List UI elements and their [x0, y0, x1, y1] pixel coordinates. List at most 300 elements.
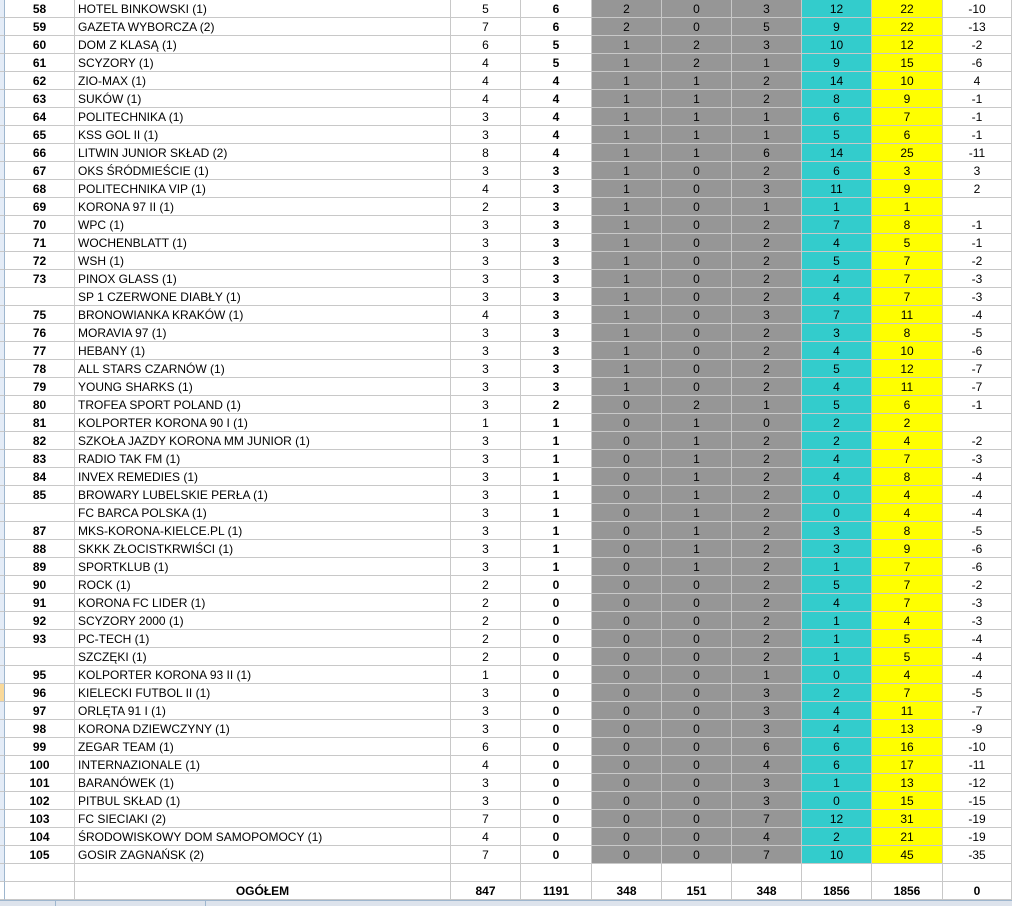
matches-cell[interactable]: 3 — [451, 558, 521, 576]
draws-cell[interactable]: 0 — [662, 738, 732, 756]
draws-cell[interactable]: 0 — [662, 810, 732, 828]
goal-difference-cell[interactable]: -35 — [943, 846, 1012, 864]
draws-cell[interactable]: 0 — [662, 630, 732, 648]
goals-against-cell[interactable]: 21 — [872, 828, 943, 846]
draws-cell[interactable]: 1 — [662, 90, 732, 108]
goals-against-cell[interactable]: 25 — [872, 144, 943, 162]
draws-cell[interactable]: 2 — [662, 54, 732, 72]
table-row[interactable] — [0, 684, 1012, 702]
team-name-cell[interactable]: SCYZORY (1) — [75, 54, 451, 72]
goals-for-cell[interactable]: 4 — [802, 450, 872, 468]
empty-cell[interactable] — [451, 864, 521, 882]
wins-cell[interactable]: 0 — [592, 612, 662, 630]
goals-for-cell[interactable]: 0 — [802, 504, 872, 522]
goals-for-cell[interactable]: 14 — [802, 72, 872, 90]
goals-for-cell[interactable]: 4 — [802, 378, 872, 396]
points-cell[interactable]: 0 — [521, 774, 592, 792]
goals-against-cell[interactable]: 22 — [872, 0, 943, 18]
points-cell[interactable]: 0 — [521, 846, 592, 864]
points-cell[interactable]: 0 — [521, 810, 592, 828]
wins-cell[interactable]: 0 — [592, 486, 662, 504]
losses-cell[interactable]: 5 — [732, 18, 802, 36]
matches-cell[interactable]: 3 — [451, 126, 521, 144]
draws-cell[interactable]: 0 — [662, 720, 732, 738]
points-cell[interactable]: 3 — [521, 162, 592, 180]
table-row[interactable] — [0, 432, 1012, 450]
goal-difference-cell[interactable]: -1 — [943, 90, 1012, 108]
goals-against-cell[interactable]: 9 — [872, 180, 943, 198]
team-name-cell[interactable]: HEBANY (1) — [75, 342, 451, 360]
losses-cell[interactable]: 2 — [732, 522, 802, 540]
goal-difference-cell[interactable]: -11 — [943, 756, 1012, 774]
empty-cell[interactable] — [732, 864, 802, 882]
goals-for-cell[interactable]: 0 — [802, 486, 872, 504]
goal-difference-cell[interactable]: -2 — [943, 576, 1012, 594]
losses-cell[interactable]: 2 — [732, 234, 802, 252]
team-name-cell[interactable]: SKKK ZŁOCISTKRWIŚCI (1) — [75, 540, 451, 558]
goals-for-cell[interactable]: 6 — [802, 756, 872, 774]
goals-against-cell[interactable]: 8 — [872, 468, 943, 486]
goals-for-cell[interactable]: 4 — [802, 234, 872, 252]
wins-cell[interactable]: 1 — [592, 342, 662, 360]
goal-difference-cell[interactable]: -3 — [943, 594, 1012, 612]
goals-for-cell[interactable]: 4 — [802, 288, 872, 306]
wins-cell[interactable]: 0 — [592, 504, 662, 522]
matches-cell[interactable]: 7 — [451, 18, 521, 36]
goals-against-cell[interactable]: 10 — [872, 342, 943, 360]
goals-against-cell[interactable]: 5 — [872, 630, 943, 648]
matches-cell[interactable]: 4 — [451, 54, 521, 72]
draws-cell[interactable]: 0 — [662, 198, 732, 216]
goal-difference-cell[interactable]: -3 — [943, 288, 1012, 306]
table-row[interactable] — [0, 846, 1012, 864]
matches-cell[interactable]: 3 — [451, 702, 521, 720]
goals-for-cell[interactable]: 10 — [802, 846, 872, 864]
goals-against-cell[interactable]: 15 — [872, 54, 943, 72]
goals-against-cell[interactable]: 7 — [872, 252, 943, 270]
goals-for-cell[interactable]: 7 — [802, 216, 872, 234]
goal-difference-cell[interactable]: -6 — [943, 54, 1012, 72]
losses-cell[interactable]: 2 — [732, 648, 802, 666]
matches-cell[interactable]: 8 — [451, 144, 521, 162]
losses-cell[interactable]: 2 — [732, 576, 802, 594]
goals-against-cell[interactable]: 4 — [872, 504, 943, 522]
goals-for-cell[interactable]: 1 — [802, 648, 872, 666]
table-row[interactable] — [0, 90, 1012, 108]
draws-cell[interactable]: 1 — [662, 468, 732, 486]
team-name-cell[interactable]: ZIO-MAX (1) — [75, 72, 451, 90]
goals-against-cell[interactable]: 4 — [872, 486, 943, 504]
points-cell[interactable]: 3 — [521, 324, 592, 342]
wins-cell[interactable]: 0 — [592, 828, 662, 846]
points-cell[interactable]: 0 — [521, 594, 592, 612]
sheet-tab[interactable] — [0, 901, 56, 906]
goals-against-cell[interactable]: 13 — [872, 774, 943, 792]
draws-cell[interactable]: 0 — [662, 180, 732, 198]
losses-cell[interactable]: 2 — [732, 378, 802, 396]
table-row[interactable] — [0, 486, 1012, 504]
draws-cell[interactable]: 0 — [662, 342, 732, 360]
wins-cell[interactable]: 0 — [592, 468, 662, 486]
points-cell[interactable]: 1 — [521, 432, 592, 450]
losses-cell[interactable]: 2 — [732, 288, 802, 306]
total-goals-against-cell[interactable]: 1856 — [872, 882, 943, 900]
losses-cell[interactable]: 2 — [732, 594, 802, 612]
losses-cell[interactable]: 6 — [732, 144, 802, 162]
draws-cell[interactable]: 0 — [662, 594, 732, 612]
rank-cell[interactable]: 103 — [5, 810, 75, 828]
goal-difference-cell[interactable]: -7 — [943, 378, 1012, 396]
losses-cell[interactable]: 2 — [732, 90, 802, 108]
points-cell[interactable]: 0 — [521, 630, 592, 648]
losses-cell[interactable]: 0 — [732, 414, 802, 432]
points-cell[interactable]: 0 — [521, 720, 592, 738]
empty-cell[interactable] — [872, 864, 943, 882]
goals-for-cell[interactable]: 0 — [802, 792, 872, 810]
table-row[interactable] — [0, 324, 1012, 342]
wins-cell[interactable]: 0 — [592, 594, 662, 612]
points-cell[interactable]: 1 — [521, 504, 592, 522]
table-row[interactable] — [0, 468, 1012, 486]
rank-cell[interactable]: 84 — [5, 468, 75, 486]
table-row[interactable] — [0, 342, 1012, 360]
table-row[interactable] — [0, 576, 1012, 594]
sheet-tab[interactable] — [55, 901, 206, 906]
goals-for-cell[interactable]: 5 — [802, 576, 872, 594]
table-row[interactable] — [0, 198, 1012, 216]
team-name-cell[interactable]: BARANÓWEK (1) — [75, 774, 451, 792]
goals-for-cell[interactable]: 1 — [802, 774, 872, 792]
team-name-cell[interactable]: SCYZORY 2000 (1) — [75, 612, 451, 630]
wins-cell[interactable]: 0 — [592, 738, 662, 756]
losses-cell[interactable]: 3 — [732, 36, 802, 54]
rank-cell[interactable]: 99 — [5, 738, 75, 756]
losses-cell[interactable]: 3 — [732, 684, 802, 702]
matches-cell[interactable]: 3 — [451, 486, 521, 504]
goals-for-cell[interactable]: 5 — [802, 360, 872, 378]
losses-cell[interactable]: 1 — [732, 108, 802, 126]
matches-cell[interactable]: 3 — [451, 540, 521, 558]
goals-against-cell[interactable]: 12 — [872, 36, 943, 54]
rank-cell[interactable]: 63 — [5, 90, 75, 108]
goals-for-cell[interactable]: 4 — [802, 594, 872, 612]
team-name-cell[interactable]: ŚRODOWISKOWY DOM SAMOPOMOCY (1) — [75, 828, 451, 846]
matches-cell[interactable]: 4 — [451, 180, 521, 198]
goals-against-cell[interactable]: 8 — [872, 324, 943, 342]
goals-for-cell[interactable]: 2 — [802, 414, 872, 432]
matches-cell[interactable]: 1 — [451, 666, 521, 684]
losses-cell[interactable]: 2 — [732, 432, 802, 450]
wins-cell[interactable]: 0 — [592, 684, 662, 702]
goals-against-cell[interactable]: 1 — [872, 198, 943, 216]
points-cell[interactable]: 3 — [521, 198, 592, 216]
goal-difference-cell[interactable]: -6 — [943, 558, 1012, 576]
points-cell[interactable]: 3 — [521, 252, 592, 270]
wins-cell[interactable]: 1 — [592, 72, 662, 90]
table-row[interactable] — [0, 306, 1012, 324]
matches-cell[interactable]: 2 — [451, 198, 521, 216]
draws-cell[interactable]: 0 — [662, 18, 732, 36]
draws-cell[interactable]: 2 — [662, 396, 732, 414]
points-cell[interactable]: 2 — [521, 396, 592, 414]
goal-difference-cell[interactable]: -10 — [943, 0, 1012, 18]
draws-cell[interactable]: 1 — [662, 540, 732, 558]
points-cell[interactable]: 3 — [521, 342, 592, 360]
rank-cell[interactable]: 71 — [5, 234, 75, 252]
wins-cell[interactable]: 0 — [592, 414, 662, 432]
rank-cell[interactable]: 67 — [5, 162, 75, 180]
points-cell[interactable]: 4 — [521, 90, 592, 108]
draws-cell[interactable]: 0 — [662, 828, 732, 846]
goals-for-cell[interactable]: 9 — [802, 54, 872, 72]
matches-cell[interactable]: 6 — [451, 738, 521, 756]
team-name-cell[interactable]: RADIO TAK FM (1) — [75, 450, 451, 468]
wins-cell[interactable]: 0 — [592, 810, 662, 828]
losses-cell[interactable]: 2 — [732, 486, 802, 504]
empty-cell[interactable] — [943, 864, 1012, 882]
rank-cell[interactable]: 88 — [5, 540, 75, 558]
draws-cell[interactable]: 1 — [662, 72, 732, 90]
losses-cell[interactable]: 7 — [732, 846, 802, 864]
team-name-cell[interactable]: PITBUL SKŁAD (1) — [75, 792, 451, 810]
rank-cell[interactable]: 87 — [5, 522, 75, 540]
draws-cell[interactable]: 0 — [662, 774, 732, 792]
points-cell[interactable]: 0 — [521, 756, 592, 774]
wins-cell[interactable]: 1 — [592, 180, 662, 198]
wins-cell[interactable]: 1 — [592, 198, 662, 216]
table-row[interactable] — [0, 126, 1012, 144]
matches-cell[interactable]: 3 — [451, 504, 521, 522]
losses-cell[interactable]: 1 — [732, 396, 802, 414]
losses-cell[interactable]: 2 — [732, 504, 802, 522]
matches-cell[interactable]: 2 — [451, 576, 521, 594]
matches-cell[interactable]: 3 — [451, 342, 521, 360]
goals-against-cell[interactable]: 13 — [872, 720, 943, 738]
goals-for-cell[interactable]: 1 — [802, 612, 872, 630]
team-name-cell[interactable]: PC-TECH (1) — [75, 630, 451, 648]
wins-cell[interactable]: 1 — [592, 234, 662, 252]
table-row[interactable] — [0, 756, 1012, 774]
rank-cell[interactable]: 97 — [5, 702, 75, 720]
team-name-cell[interactable]: YOUNG SHARKS (1) — [75, 378, 451, 396]
goal-difference-cell[interactable]: -3 — [943, 450, 1012, 468]
team-name-cell[interactable]: ALL STARS CZARNÓW (1) — [75, 360, 451, 378]
team-name-cell[interactable]: WSH (1) — [75, 252, 451, 270]
goals-for-cell[interactable]: 11 — [802, 180, 872, 198]
team-name-cell[interactable]: DOM Z KLASĄ (1) — [75, 36, 451, 54]
wins-cell[interactable]: 1 — [592, 162, 662, 180]
points-cell[interactable]: 1 — [521, 414, 592, 432]
matches-cell[interactable]: 7 — [451, 810, 521, 828]
losses-cell[interactable]: 4 — [732, 756, 802, 774]
table-row[interactable] — [0, 270, 1012, 288]
rank-cell[interactable]: 69 — [5, 198, 75, 216]
matches-cell[interactable]: 2 — [451, 630, 521, 648]
goals-for-cell[interactable]: 0 — [802, 666, 872, 684]
team-name-cell[interactable]: GAZETA WYBORCZA (2) — [75, 18, 451, 36]
goal-difference-cell[interactable]: -5 — [943, 522, 1012, 540]
team-name-cell[interactable]: ROCK (1) — [75, 576, 451, 594]
goals-against-cell[interactable]: 2 — [872, 414, 943, 432]
points-cell[interactable]: 3 — [521, 306, 592, 324]
goals-for-cell[interactable]: 3 — [802, 522, 872, 540]
losses-cell[interactable]: 3 — [732, 720, 802, 738]
goal-difference-cell[interactable]: -4 — [943, 666, 1012, 684]
goals-against-cell[interactable]: 7 — [872, 288, 943, 306]
table-row[interactable] — [0, 738, 1012, 756]
table-row[interactable] — [0, 630, 1012, 648]
table-row[interactable] — [0, 36, 1012, 54]
total-matches-cell[interactable]: 847 — [451, 882, 521, 900]
points-cell[interactable]: 6 — [521, 18, 592, 36]
rank-cell[interactable]: 68 — [5, 180, 75, 198]
team-name-cell[interactable]: KOLPORTER KORONA 93 II (1) — [75, 666, 451, 684]
goals-for-cell[interactable]: 2 — [802, 828, 872, 846]
goal-difference-cell[interactable]: 2 — [943, 180, 1012, 198]
matches-cell[interactable]: 3 — [451, 378, 521, 396]
rank-cell[interactable]: 62 — [5, 72, 75, 90]
losses-cell[interactable]: 3 — [732, 774, 802, 792]
table-row[interactable] — [0, 558, 1012, 576]
wins-cell[interactable]: 0 — [592, 558, 662, 576]
matches-cell[interactable]: 4 — [451, 72, 521, 90]
rank-cell[interactable]: 96 — [5, 684, 75, 702]
goal-difference-cell[interactable]: -6 — [943, 540, 1012, 558]
losses-cell[interactable]: 7 — [732, 810, 802, 828]
table-row[interactable] — [0, 54, 1012, 72]
goals-for-cell[interactable]: 1 — [802, 558, 872, 576]
wins-cell[interactable]: 0 — [592, 432, 662, 450]
points-cell[interactable]: 0 — [521, 828, 592, 846]
wins-cell[interactable]: 0 — [592, 702, 662, 720]
losses-cell[interactable]: 2 — [732, 270, 802, 288]
draws-cell[interactable]: 1 — [662, 450, 732, 468]
table-row[interactable] — [0, 594, 1012, 612]
goal-difference-cell[interactable]: -19 — [943, 810, 1012, 828]
rank-cell[interactable]: 64 — [5, 108, 75, 126]
matches-cell[interactable]: 3 — [451, 360, 521, 378]
losses-cell[interactable]: 1 — [732, 54, 802, 72]
goal-difference-cell[interactable]: 4 — [943, 72, 1012, 90]
goals-for-cell[interactable]: 2 — [802, 684, 872, 702]
losses-cell[interactable]: 2 — [732, 612, 802, 630]
draws-cell[interactable]: 0 — [662, 234, 732, 252]
team-name-cell[interactable]: SZKOŁA JAZDY KORONA MM JUNIOR (1) — [75, 432, 451, 450]
draws-cell[interactable]: 1 — [662, 108, 732, 126]
goals-against-cell[interactable]: 7 — [872, 450, 943, 468]
team-name-cell[interactable]: GOSIR ZAGNAŃSK (2) — [75, 846, 451, 864]
draws-cell[interactable]: 1 — [662, 486, 732, 504]
losses-cell[interactable]: 6 — [732, 738, 802, 756]
rank-cell[interactable]: 59 — [5, 18, 75, 36]
total-goal-difference-cell[interactable]: 0 — [943, 882, 1012, 900]
matches-cell[interactable]: 3 — [451, 108, 521, 126]
goal-difference-cell[interactable]: -5 — [943, 324, 1012, 342]
points-cell[interactable]: 4 — [521, 108, 592, 126]
wins-cell[interactable]: 1 — [592, 108, 662, 126]
goal-difference-cell[interactable]: -4 — [943, 630, 1012, 648]
draws-cell[interactable]: 0 — [662, 324, 732, 342]
team-name-cell[interactable]: KOLPORTER KORONA 90 I (1) — [75, 414, 451, 432]
wins-cell[interactable]: 0 — [592, 720, 662, 738]
wins-cell[interactable]: 1 — [592, 270, 662, 288]
points-cell[interactable]: 0 — [521, 792, 592, 810]
matches-cell[interactable]: 3 — [451, 324, 521, 342]
goals-for-cell[interactable]: 4 — [802, 720, 872, 738]
goals-against-cell[interactable]: 8 — [872, 216, 943, 234]
rank-cell[interactable]: 61 — [5, 54, 75, 72]
table-row[interactable] — [0, 504, 1012, 522]
points-cell[interactable]: 4 — [521, 126, 592, 144]
wins-cell[interactable]: 0 — [592, 756, 662, 774]
wins-cell[interactable]: 1 — [592, 90, 662, 108]
wins-cell[interactable]: 0 — [592, 450, 662, 468]
team-name-cell[interactable]: KORONA DZIEWCZYNY (1) — [75, 720, 451, 738]
wins-cell[interactable]: 1 — [592, 288, 662, 306]
goals-against-cell[interactable]: 12 — [872, 360, 943, 378]
goal-difference-cell[interactable]: -4 — [943, 648, 1012, 666]
losses-cell[interactable]: 2 — [732, 162, 802, 180]
table-row[interactable] — [0, 720, 1012, 738]
goals-against-cell[interactable]: 16 — [872, 738, 943, 756]
wins-cell[interactable]: 1 — [592, 252, 662, 270]
goal-difference-cell[interactable]: -3 — [943, 270, 1012, 288]
points-cell[interactable]: 0 — [521, 648, 592, 666]
points-cell[interactable]: 0 — [521, 738, 592, 756]
total-row[interactable] — [0, 882, 1012, 900]
points-cell[interactable]: 3 — [521, 378, 592, 396]
goals-against-cell[interactable]: 45 — [872, 846, 943, 864]
draws-cell[interactable]: 1 — [662, 432, 732, 450]
matches-cell[interactable]: 3 — [451, 792, 521, 810]
points-cell[interactable]: 3 — [521, 216, 592, 234]
rank-cell[interactable] — [5, 648, 75, 666]
goal-difference-cell[interactable]: 3 — [943, 162, 1012, 180]
goals-against-cell[interactable]: 8 — [872, 522, 943, 540]
team-name-cell[interactable]: MKS-KORONA-KIELCE.PL (1) — [75, 522, 451, 540]
matches-cell[interactable]: 4 — [451, 756, 521, 774]
draws-cell[interactable]: 0 — [662, 612, 732, 630]
goal-difference-cell[interactable]: -19 — [943, 828, 1012, 846]
matches-cell[interactable]: 3 — [451, 162, 521, 180]
team-name-cell[interactable]: KORONA FC LIDER (1) — [75, 594, 451, 612]
team-name-cell[interactable]: FC BARCA POLSKA (1) — [75, 504, 451, 522]
goals-against-cell[interactable]: 7 — [872, 594, 943, 612]
empty-cell[interactable] — [802, 864, 872, 882]
goals-against-cell[interactable]: 11 — [872, 378, 943, 396]
draws-cell[interactable]: 0 — [662, 684, 732, 702]
wins-cell[interactable]: 0 — [592, 774, 662, 792]
goal-difference-cell[interactable]: -1 — [943, 396, 1012, 414]
rank-cell[interactable]: 72 — [5, 252, 75, 270]
table-row[interactable] — [0, 216, 1012, 234]
goals-for-cell[interactable]: 5 — [802, 126, 872, 144]
goals-against-cell[interactable]: 3 — [872, 162, 943, 180]
goals-for-cell[interactable]: 6 — [802, 162, 872, 180]
matches-cell[interactable]: 3 — [451, 684, 521, 702]
goals-against-cell[interactable]: 7 — [872, 108, 943, 126]
team-name-cell[interactable]: KORONA 97 II (1) — [75, 198, 451, 216]
losses-cell[interactable]: 1 — [732, 198, 802, 216]
points-cell[interactable]: 3 — [521, 270, 592, 288]
losses-cell[interactable]: 3 — [732, 0, 802, 18]
goal-difference-cell[interactable]: -2 — [943, 432, 1012, 450]
matches-cell[interactable]: 3 — [451, 468, 521, 486]
goal-difference-cell[interactable]: -7 — [943, 702, 1012, 720]
draws-cell[interactable]: 0 — [662, 0, 732, 18]
rank-cell[interactable]: 70 — [5, 216, 75, 234]
rank-cell[interactable]: 104 — [5, 828, 75, 846]
